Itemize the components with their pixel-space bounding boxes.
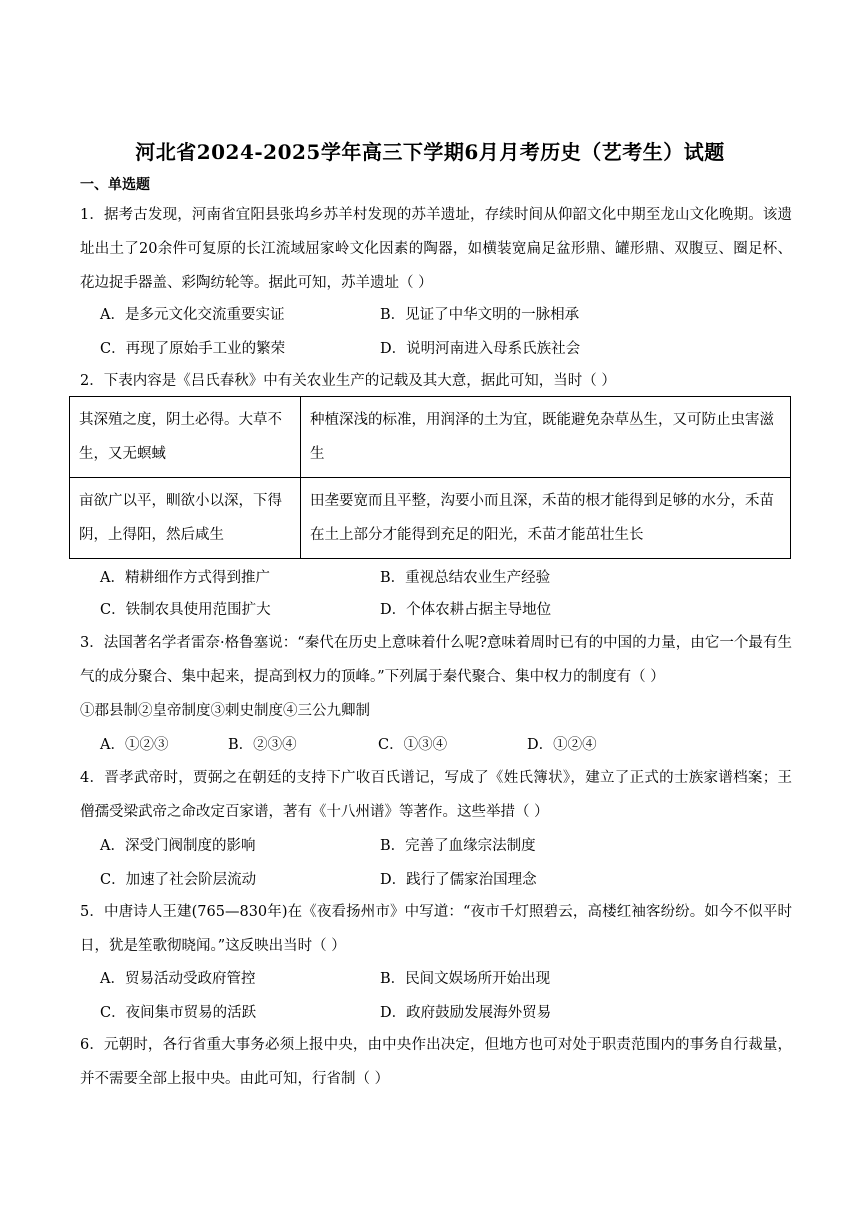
question-1-options-row-1: [100, 303, 800, 327]
table-row: [70, 397, 791, 478]
question-4-stem: 4．晋孝武帝时，贾弼之在朝廷的支持下广收百氏谱记，写成了《姓氏簿状》，建立了正式的士族家谱档案；王僧孺受梁武帝之命改定百家谱，著有《十八州谱》等著作。这些举措（ ）: [80, 770, 792, 820]
question-2-options-row-1: [100, 566, 800, 590]
question-5-stem: 5．中唐诗人王建(765—830年)在《夜看扬州市》中写道：“夜市千灯照碧云，高楼红袖客纷纷。如今不似平时日，犹是笙歌彻晓闻。”这反映出当时（ ）: [80, 904, 792, 954]
question-4-option-c[interactable]: C．加速了社会阶层流动: [100, 872, 257, 888]
question-4-option-d[interactable]: D．践行了儒家治国理念: [380, 872, 537, 888]
question-4-options-row-1: [100, 834, 800, 858]
table-cell: 田垄要宽而且平整，沟要小而且深，禾苗的根才能得到足够的水分，禾苗在土上部分才能得到充足的阳光，禾苗才能茁壮生长: [301, 478, 791, 559]
table-cell: 种植深浅的标准，用润泽的土为宜，既能避免杂草丛生，又可防止虫害滋生: [301, 397, 791, 478]
question-3-option-a[interactable]: A．①②③: [100, 737, 169, 753]
question-2-stem: 2．下表内容是《吕氏春秋》中有关农业生产的记载及其大意，据此可知，当时（ ）: [80, 373, 616, 389]
question-2-options-row-2: [100, 598, 800, 622]
exam-title: 河北省2024-2025学年高三下学期6月月考历史（艺考生）试题: [135, 140, 725, 164]
question-4-options-row-2: [100, 868, 800, 892]
table-cell: 其深殖之度，阴土必得。大草不生，又无螟蜮: [70, 397, 301, 478]
question-2-option-b[interactable]: B．重视总结农业生产经验: [380, 570, 551, 586]
question-2-table: [69, 396, 791, 559]
question-1-option-a[interactable]: A．是多元文化交流重要实证: [100, 307, 285, 323]
question-1-options-row-2: [100, 337, 800, 361]
question-5-options-row-2: [100, 1001, 800, 1025]
section-heading: 一、单选题: [80, 177, 150, 193]
question-5-option-c[interactable]: C．夜间集市贸易的活跃: [100, 1005, 257, 1021]
question-6-stem: 6．元朝时，各行省重大事务必须上报中央，由中央作出决定，但地方也可对处于职责范围内的事务自行裁量，并不需要全部上报中央。由此可知，行省制（ ）: [80, 1037, 792, 1087]
question-3-sub-items: ①郡县制②皇帝制度③刺史制度④三公九卿制: [80, 703, 370, 719]
question-3-stem: 3．法国著名学者雷奈·格鲁塞说：“秦代在历史上意味着什么呢?意味着周时已有的中国的力量，由它一个最有生气的成分聚合、集中起来，提高到权力的顶峰。”下列属于秦代聚合、集中权力的制度有（ ）: [80, 635, 792, 685]
table-cell: 亩欲广以平，甽欲小以深，下得阴，上得阳，然后咸生: [70, 478, 301, 559]
question-4-option-b[interactable]: B．完善了血缘宗法制度: [380, 838, 536, 854]
question-5-option-a[interactable]: A．贸易活动受政府管控: [100, 971, 256, 987]
question-5-options-row-1: [100, 967, 800, 991]
question-3-option-b[interactable]: B．②③④: [228, 737, 297, 753]
question-2-option-d[interactable]: D．个体农耕占据主导地位: [380, 602, 552, 618]
question-2-option-a[interactable]: A．精耕细作方式得到推广: [100, 570, 270, 586]
question-1-option-c[interactable]: C．再现了原始手工业的繁荣: [100, 341, 286, 357]
question-3-option-c[interactable]: C．①③④: [378, 737, 448, 753]
question-2-option-c[interactable]: C．铁制农具使用范围扩大: [100, 602, 271, 618]
question-5-option-b[interactable]: B．民间文娱场所开始出现: [380, 971, 551, 987]
question-3-options-row: [100, 733, 800, 757]
question-4-option-a[interactable]: A．深受门阀制度的影响: [100, 838, 256, 854]
question-3-option-d[interactable]: D．①②④: [527, 737, 597, 753]
question-1-option-d[interactable]: D．说明河南进入母系氏族社会: [380, 341, 581, 357]
question-5-option-d[interactable]: D．政府鼓励发展海外贸易: [380, 1005, 552, 1021]
question-1-option-b[interactable]: B．见证了中华文明的一脉相承: [380, 307, 580, 323]
table-row: [70, 478, 791, 559]
question-1-stem: 1．据考古发现，河南省宜阳县张坞乡苏羊村发现的苏羊遗址，存续时间从仰韶文化中期至龙山文化晚期。该遗址出土了20余件可复原的长江流域屈家岭文化因素的陶器，如横装宽扁足盆形鼎、罐形鼎、双腹豆、圈足杯、花边捉手器盖、彩陶纺轮等。据此可知，苏羊遗址（ ）: [80, 207, 792, 291]
